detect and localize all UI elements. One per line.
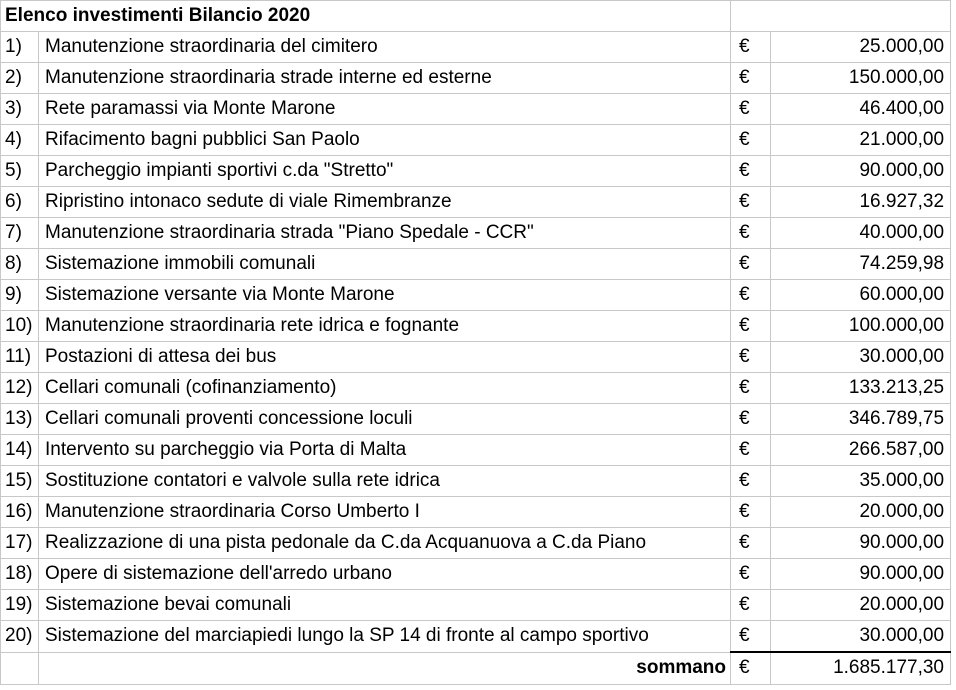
amount-cell[interactable]: 21.000,00 [771,125,951,156]
currency-cell[interactable]: € [731,590,771,621]
item-description-cell[interactable]: Parcheggio impianti sportivi c.da "Stretto" [39,156,731,187]
item-number-cell[interactable]: 9) [1,280,39,311]
item-description-cell[interactable]: Sistemazione immobili comunali [39,249,731,280]
table-row [1,156,951,187]
item-description-cell[interactable]: Manutenzione straordinaria del cimitero [39,32,731,63]
table-row [1,280,951,311]
item-number-cell[interactable]: 14) [1,435,39,466]
item-number-cell[interactable]: 19) [1,590,39,621]
item-description-cell[interactable]: Postazioni di attesa dei bus [39,342,731,373]
item-number-cell[interactable]: 7) [1,218,39,249]
currency-cell[interactable]: € [731,187,771,218]
table-body [1,1,951,685]
currency-cell[interactable]: € [731,249,771,280]
amount-cell[interactable]: 90.000,00 [771,156,951,187]
item-description-cell[interactable]: Cellari comunali (cofinanziamento) [39,373,731,404]
item-description-cell[interactable]: Opere di sistemazione dell'arredo urbano [39,559,731,590]
item-number-cell[interactable]: 18) [1,559,39,590]
currency-cell[interactable]: € [731,218,771,249]
amount-cell[interactable]: 90.000,00 [771,528,951,559]
currency-cell[interactable]: € [731,32,771,63]
table-row [1,32,951,63]
amount-cell[interactable]: 90.000,00 [771,559,951,590]
amount-cell[interactable]: 40.000,00 [771,218,951,249]
amount-cell[interactable]: 25.000,00 [771,32,951,63]
item-description-cell[interactable]: Manutenzione straordinaria Corso Umberto I [39,497,731,528]
currency-cell[interactable]: € [731,466,771,497]
item-description-cell[interactable]: Sistemazione del marciapiedi lungo la SP 14 di fronte al campo sportivo [39,621,731,653]
currency-cell[interactable]: € [731,652,771,684]
amount-cell[interactable]: 346.789,75 [771,404,951,435]
table-row [1,311,951,342]
currency-cell[interactable]: € [731,435,771,466]
amount-cell[interactable]: 266.587,00 [771,435,951,466]
amount-cell[interactable]: 30.000,00 [771,621,951,653]
table-row [1,559,951,590]
amount-cell[interactable]: 20.000,00 [771,590,951,621]
total-amount-cell[interactable]: 1.685.177,30 [771,652,951,684]
table-row [1,528,951,559]
currency-cell[interactable]: € [731,621,771,653]
table-row [1,125,951,156]
table-row [1,218,951,249]
table-row [1,466,951,497]
sheet-title[interactable]: Elenco investimenti Bilancio 2020 [1,1,731,32]
table-row [1,94,951,125]
table-row [1,373,951,404]
item-description-cell[interactable]: Rifacimento bagni pubblici San Paolo [39,125,731,156]
item-description-cell[interactable]: Intervento su parcheggio via Porta di Malta [39,435,731,466]
table-row [1,187,951,218]
item-number-cell[interactable]: 13) [1,404,39,435]
item-number-cell[interactable]: 10) [1,311,39,342]
item-description-cell[interactable]: Cellari comunali proventi concessione loculi [39,404,731,435]
total-row [1,652,951,684]
item-number-cell[interactable]: 11) [1,342,39,373]
table-row [1,435,951,466]
amount-cell[interactable]: 46.400,00 [771,94,951,125]
item-number-cell[interactable]: 6) [1,187,39,218]
currency-cell[interactable]: € [731,311,771,342]
item-number-cell[interactable]: 16) [1,497,39,528]
item-description-cell[interactable]: Manutenzione straordinaria strada "Piano Spedale - CCR" [39,218,731,249]
currency-cell[interactable]: € [731,280,771,311]
table-row [1,621,951,653]
currency-cell[interactable]: € [731,156,771,187]
item-number-cell[interactable]: 3) [1,94,39,125]
item-description-cell[interactable]: Ripristino intonaco sedute di viale Rimembranze [39,187,731,218]
amount-cell[interactable]: 133.213,25 [771,373,951,404]
currency-cell[interactable]: € [731,125,771,156]
item-number-cell[interactable]: 15) [1,466,39,497]
item-number-cell[interactable]: 5) [1,156,39,187]
item-number-cell[interactable]: 2) [1,63,39,94]
amount-cell[interactable]: 16.927,32 [771,187,951,218]
empty-cell[interactable] [731,1,951,32]
item-description-cell[interactable]: Sostituzione contatori e valvole sulla rete idrica [39,466,731,497]
item-number-cell[interactable]: 1) [1,32,39,63]
currency-cell[interactable]: € [731,559,771,590]
total-label-cell[interactable]: sommano [39,652,731,684]
currency-cell[interactable]: € [731,497,771,528]
item-number-cell[interactable]: 12) [1,373,39,404]
currency-cell[interactable]: € [731,528,771,559]
item-description-cell[interactable]: Rete paramassi via Monte Marone [39,94,731,125]
currency-cell[interactable]: € [731,373,771,404]
currency-cell[interactable]: € [731,404,771,435]
item-number-cell[interactable]: 17) [1,528,39,559]
item-number-cell[interactable]: 20) [1,621,39,653]
table-row [1,497,951,528]
amount-cell[interactable]: 100.000,00 [771,311,951,342]
amount-cell[interactable]: 74.259,98 [771,249,951,280]
table-row [1,249,951,280]
empty-cell[interactable] [1,652,39,684]
item-description-cell[interactable]: Manutenzione straordinaria strade interne ed esterne [39,63,731,94]
table-row [1,63,951,94]
table-row [1,404,951,435]
title-row [1,1,951,32]
item-number-cell[interactable]: 4) [1,125,39,156]
table-row [1,590,951,621]
item-description-cell[interactable]: Sistemazione bevai comunali [39,590,731,621]
amount-cell[interactable]: 20.000,00 [771,497,951,528]
table-row [1,342,951,373]
item-description-cell[interactable]: Sistemazione versante via Monte Marone [39,280,731,311]
item-description-cell[interactable]: Realizzazione di una pista pedonale da C.da Acquanuova a C.da Piano [39,528,731,559]
item-number-cell[interactable]: 8) [1,249,39,280]
amount-cell[interactable]: 60.000,00 [771,280,951,311]
amount-cell[interactable]: 150.000,00 [771,63,951,94]
currency-cell[interactable]: € [731,63,771,94]
item-description-cell[interactable]: Manutenzione straordinaria rete idrica e fognante [39,311,731,342]
amount-cell[interactable]: 30.000,00 [771,342,951,373]
currency-cell[interactable]: € [731,342,771,373]
amount-cell[interactable]: 35.000,00 [771,466,951,497]
currency-cell[interactable]: € [731,94,771,125]
